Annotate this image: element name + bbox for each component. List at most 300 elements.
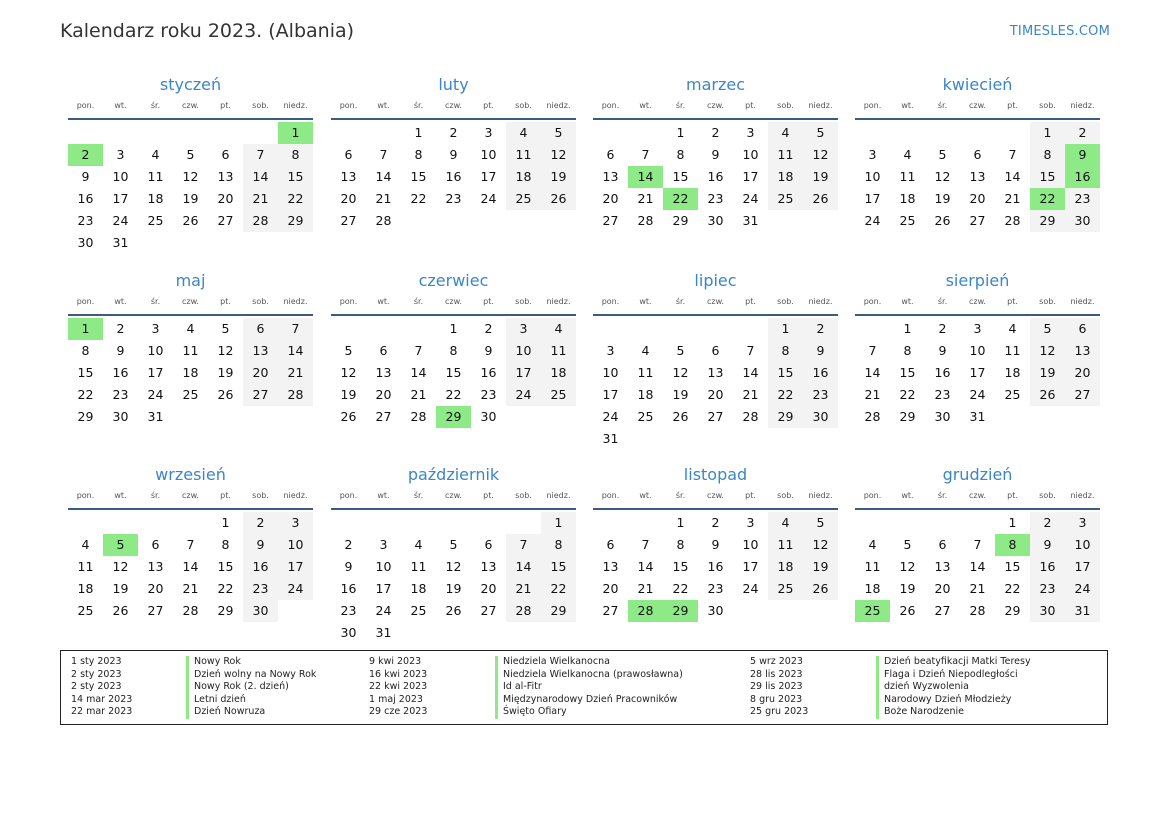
day-cell: 1 — [1008, 515, 1017, 530]
weekday-header — [855, 98, 1100, 120]
legend-date: 2 sty 2023 — [71, 681, 122, 693]
day-cell: 24 — [742, 581, 759, 596]
page-title: Kalendarz roku 2023. (Albania) — [60, 20, 355, 42]
day-cell: 6 — [938, 537, 947, 552]
day-cell: 30 — [803, 406, 838, 428]
day-cell: 26 — [803, 578, 838, 600]
day-cell: 31 — [112, 235, 129, 250]
legend-date: 1 sty 2023 — [71, 656, 122, 667]
weekday-label: czw. — [969, 297, 986, 306]
day-cell: 17 — [375, 581, 392, 596]
day-cell: 18 — [1004, 365, 1021, 380]
day-cell: 8 — [1030, 144, 1065, 166]
day-cell: 13 — [602, 559, 619, 574]
weekday-header — [68, 488, 313, 510]
day-cell: 6 — [151, 537, 160, 552]
weekday-label: niedz. — [546, 491, 571, 500]
empty-cell — [960, 122, 995, 144]
day-cell: 10 — [969, 343, 986, 358]
weekday-label: czw. — [182, 297, 199, 306]
empty-cell — [471, 512, 506, 534]
day-cell: 1 — [676, 515, 685, 530]
day-cell: 7 — [278, 318, 313, 340]
empty-cell — [173, 122, 208, 144]
day-cell: 28 — [864, 409, 881, 424]
weekday-label: pon. — [863, 101, 882, 110]
weekday-label: śr. — [675, 101, 686, 110]
day-cell: 2 — [344, 537, 353, 552]
weekday-label: czw. — [969, 101, 986, 110]
day-cell: 30 — [1065, 210, 1100, 232]
day-cell: 12 — [672, 365, 689, 380]
day-cell: 21 — [243, 188, 278, 210]
day-cell: 5 — [221, 321, 230, 336]
day-cell: 4 — [81, 537, 90, 552]
day-grid — [331, 318, 576, 428]
empty-cell — [628, 318, 663, 340]
holiday-day: 28 — [628, 600, 663, 622]
day-cell: 7 — [186, 537, 195, 552]
weekday-label: pon. — [339, 491, 358, 500]
weekday-label: niedz. — [546, 101, 571, 110]
day-cell: 16 — [934, 365, 951, 380]
month-8 — [855, 270, 1100, 428]
day-cell: 25 — [147, 213, 164, 228]
day-cell: 5 — [541, 122, 576, 144]
day-cell: 22 — [217, 581, 234, 596]
empty-cell — [960, 512, 995, 534]
day-cell: 5 — [938, 147, 947, 162]
day-cell: 16 — [1030, 556, 1065, 578]
day-cell: 11 — [899, 169, 916, 184]
day-cell: 10 — [864, 169, 881, 184]
legend-holiday-name: Nowy Rok — [194, 656, 241, 667]
day-cell: 24 — [278, 578, 313, 600]
day-cell: 23 — [112, 387, 129, 402]
day-cell: 1 — [676, 125, 685, 140]
day-cell: 7 — [506, 534, 541, 556]
legend-date: 2 sty 2023 — [71, 668, 122, 680]
day-cell: 2 — [711, 125, 720, 140]
day-cell: 11 — [410, 559, 427, 574]
day-cell: 5 — [803, 122, 838, 144]
day-cell: 17 — [864, 191, 881, 206]
day-cell: 15 — [672, 559, 689, 574]
empty-cell — [103, 122, 138, 144]
day-cell: 1 — [903, 321, 912, 336]
day-cell: 12 — [899, 559, 916, 574]
weekday-header — [68, 98, 313, 120]
day-cell: 11 — [182, 343, 199, 358]
empty-cell — [331, 512, 366, 534]
empty-cell — [628, 122, 663, 144]
day-cell: 23 — [445, 191, 462, 206]
day-cell: 29 — [1004, 603, 1021, 618]
day-cell: 18 — [147, 191, 164, 206]
weekday-label: pt. — [483, 491, 494, 500]
day-cell: 31 — [742, 213, 759, 228]
month-11 — [593, 464, 838, 622]
day-cell: 11 — [541, 340, 576, 362]
day-cell: 3 — [746, 125, 755, 140]
day-cell: 22 — [541, 578, 576, 600]
day-cell: 4 — [641, 343, 650, 358]
day-cell: 3 — [116, 147, 125, 162]
day-cell: 15 — [410, 169, 427, 184]
day-cell: 7 — [1008, 147, 1017, 162]
holiday-day: 9 — [1065, 144, 1100, 166]
weekday-label: niedz. — [283, 297, 308, 306]
empty-cell — [698, 318, 733, 340]
weekday-header — [593, 488, 838, 510]
day-cell: 15 — [672, 169, 689, 184]
day-cell: 12 — [182, 169, 199, 184]
day-cell: 27 — [1065, 384, 1100, 406]
day-cell: 4 — [768, 122, 803, 144]
weekday-label: niedz. — [808, 101, 833, 110]
day-cell: 22 — [672, 581, 689, 596]
empty-cell — [401, 318, 436, 340]
day-cell: 8 — [903, 343, 912, 358]
day-cell: 4 — [414, 537, 423, 552]
day-cell: 8 — [221, 537, 230, 552]
weekday-label: wt. — [114, 101, 127, 110]
day-cell: 8 — [414, 147, 423, 162]
day-cell: 10 — [506, 340, 541, 362]
day-cell: 16 — [340, 581, 357, 596]
day-cell: 3 — [868, 147, 877, 162]
day-cell: 14 — [969, 559, 986, 574]
legend-holiday-name: Niedziela Wielkanocna (prawosławna) — [503, 668, 683, 680]
day-cell: 23 — [1030, 578, 1065, 600]
day-cell: 18 — [506, 166, 541, 188]
day-cell: 21 — [742, 387, 759, 402]
weekday-header — [855, 488, 1100, 510]
day-cell: 15 — [768, 362, 803, 384]
empty-cell — [331, 318, 366, 340]
day-cell: 22 — [768, 384, 803, 406]
day-cell: 17 — [147, 365, 164, 380]
empty-cell — [593, 512, 628, 534]
weekday-label: czw. — [182, 491, 199, 500]
day-cell: 24 — [480, 191, 497, 206]
day-cell: 24 — [506, 384, 541, 406]
day-cell: 11 — [768, 534, 803, 556]
day-cell: 29 — [672, 213, 689, 228]
day-cell: 18 — [768, 556, 803, 578]
day-cell: 4 — [1008, 321, 1017, 336]
day-cell: 1 — [768, 318, 803, 340]
weekday-label: pt. — [745, 297, 756, 306]
day-cell: 23 — [934, 387, 951, 402]
day-cell: 14 — [864, 365, 881, 380]
day-cell: 25 — [506, 188, 541, 210]
day-cell: 24 — [112, 213, 129, 228]
legend-dates-col-2 — [369, 656, 427, 719]
day-cell: 11 — [77, 559, 94, 574]
day-cell: 22 — [899, 387, 916, 402]
day-cell: 18 — [768, 166, 803, 188]
day-cell: 13 — [480, 559, 497, 574]
day-cell: 26 — [182, 213, 199, 228]
day-cell: 2 — [449, 125, 458, 140]
weekday-header — [331, 488, 576, 510]
day-cell: 27 — [480, 603, 497, 618]
day-cell: 14 — [278, 340, 313, 362]
day-cell: 13 — [243, 340, 278, 362]
day-cell: 28 — [637, 213, 654, 228]
weekday-label: niedz. — [283, 101, 308, 110]
day-cell: 30 — [707, 213, 724, 228]
holiday-day: 14 — [628, 166, 663, 188]
weekday-label: pon. — [339, 101, 358, 110]
weekday-label: pon. — [601, 491, 620, 500]
month-name: październik — [407, 465, 500, 484]
day-cell: 20 — [969, 191, 986, 206]
weekday-label: śr. — [413, 491, 424, 500]
empty-cell — [855, 318, 890, 340]
day-cell: 30 — [934, 409, 951, 424]
day-cell: 18 — [410, 581, 427, 596]
day-grid — [593, 512, 838, 622]
day-cell: 10 — [480, 147, 497, 162]
empty-cell — [401, 512, 436, 534]
day-cell: 8 — [676, 537, 685, 552]
weekday-label: wt. — [377, 491, 390, 500]
day-cell: 9 — [803, 340, 838, 362]
day-cell: 13 — [340, 169, 357, 184]
month-5 — [68, 270, 313, 428]
legend-date: 28 lis 2023 — [750, 668, 803, 680]
day-cell: 20 — [1065, 362, 1100, 384]
day-cell: 30 — [77, 235, 94, 250]
day-cell: 31 — [969, 409, 986, 424]
day-cell: 3 — [278, 512, 313, 534]
month-name: czerwiec — [418, 271, 489, 290]
day-cell: 27 — [602, 213, 619, 228]
day-cell: 25 — [77, 603, 94, 618]
legend-date: 29 cze 2023 — [369, 706, 428, 718]
day-grid — [593, 318, 838, 450]
legend-dates-col-3 — [750, 656, 808, 719]
day-cell: 25 — [182, 387, 199, 402]
day-cell: 29 — [899, 409, 916, 424]
day-cell: 6 — [606, 537, 615, 552]
empty-cell — [593, 318, 628, 340]
day-cell: 28 — [278, 384, 313, 406]
day-cell: 19 — [112, 581, 129, 596]
weekday-label: wt. — [114, 491, 127, 500]
weekday-label: śr. — [937, 491, 948, 500]
day-cell: 19 — [672, 387, 689, 402]
day-cell: 14 — [182, 559, 199, 574]
month-name: marzec — [685, 75, 745, 94]
day-cell: 23 — [707, 191, 724, 206]
empty-cell — [628, 512, 663, 534]
weekday-label: niedz. — [1070, 491, 1095, 500]
day-cell: 10 — [742, 147, 759, 162]
legend-date: 5 wrz 2023 — [750, 656, 803, 667]
day-cell: 9 — [711, 147, 720, 162]
empty-cell — [138, 512, 173, 534]
day-cell: 28 — [969, 603, 986, 618]
month-6 — [331, 270, 576, 428]
day-cell: 17 — [112, 191, 129, 206]
weekday-label: śr. — [937, 297, 948, 306]
weekday-header — [331, 294, 576, 316]
day-cell: 27 — [969, 213, 986, 228]
day-cell: 7 — [746, 343, 755, 358]
day-cell: 26 — [934, 213, 951, 228]
day-cell: 25 — [899, 213, 916, 228]
empty-cell — [855, 512, 890, 534]
day-cell: 21 — [182, 581, 199, 596]
day-cell: 2 — [243, 512, 278, 534]
day-cell: 7 — [414, 343, 423, 358]
day-cell: 12 — [934, 169, 951, 184]
holiday-day: 1 — [278, 122, 313, 144]
legend-names-col-3 — [876, 656, 1031, 719]
day-cell: 25 — [541, 384, 576, 406]
weekday-label: niedz. — [808, 297, 833, 306]
day-cell: 8 — [768, 340, 803, 362]
day-cell: 1 — [414, 125, 423, 140]
day-cell: 29 — [217, 603, 234, 618]
day-cell: 6 — [1065, 318, 1100, 340]
holiday-day: 29 — [436, 406, 471, 428]
brand-link[interactable]: TIMESLES.COM — [1009, 24, 1110, 39]
weekday-label: pt. — [745, 491, 756, 500]
day-cell: 5 — [1030, 318, 1065, 340]
day-cell: 12 — [803, 144, 838, 166]
day-cell: 14 — [375, 169, 392, 184]
day-cell: 19 — [445, 581, 462, 596]
empty-cell — [925, 512, 960, 534]
weekday-label: pt. — [220, 491, 231, 500]
day-cell: 12 — [1030, 340, 1065, 362]
weekday-label: pon. — [339, 297, 358, 306]
day-cell: 7 — [379, 147, 388, 162]
weekday-label: niedz. — [283, 491, 308, 500]
day-cell: 21 — [278, 362, 313, 384]
empty-cell — [366, 318, 401, 340]
weekday-label: sob. — [252, 101, 269, 110]
legend-holiday-name: Dzień beatyfikacji Matki Teresy — [884, 656, 1031, 667]
day-cell: 9 — [1030, 534, 1065, 556]
day-cell: 2 — [938, 321, 947, 336]
empty-cell — [366, 512, 401, 534]
weekday-label: sob. — [515, 101, 532, 110]
month-name: luty — [438, 75, 469, 94]
legend-dates-col-1 — [71, 656, 132, 719]
weekday-label: sob. — [777, 491, 794, 500]
day-cell: 24 — [864, 213, 881, 228]
weekday-label: czw. — [707, 101, 724, 110]
day-cell: 25 — [768, 188, 803, 210]
weekday-label: pon. — [601, 297, 620, 306]
weekday-label: niedz. — [1070, 297, 1095, 306]
day-cell: 20 — [707, 387, 724, 402]
day-cell: 18 — [864, 581, 881, 596]
day-cell: 20 — [243, 362, 278, 384]
weekday-label: śr. — [150, 101, 161, 110]
day-cell: 17 — [602, 387, 619, 402]
day-cell: 16 — [707, 559, 724, 574]
day-cell: 9 — [243, 534, 278, 556]
holiday-legend — [60, 650, 1108, 725]
weekday-label: wt. — [639, 297, 652, 306]
day-cell: 16 — [77, 191, 94, 206]
day-grid — [855, 122, 1100, 232]
empty-cell — [890, 512, 925, 534]
legend-holiday-name: Nowy Rok (2. dzień) — [194, 681, 289, 693]
day-cell: 28 — [410, 409, 427, 424]
day-cell: 31 — [1065, 600, 1100, 622]
day-cell: 9 — [81, 169, 90, 184]
empty-cell — [68, 512, 103, 534]
day-cell: 30 — [1030, 600, 1065, 622]
day-cell: 4 — [186, 321, 195, 336]
day-grid — [68, 122, 313, 254]
day-cell: 12 — [217, 343, 234, 358]
weekday-label: sob. — [777, 101, 794, 110]
day-cell: 10 — [742, 537, 759, 552]
day-cell: 12 — [541, 144, 576, 166]
weekday-label: sob. — [777, 297, 794, 306]
weekday-label: pt. — [1007, 491, 1018, 500]
day-cell: 5 — [344, 343, 353, 358]
day-cell: 25 — [768, 578, 803, 600]
weekday-label: wt. — [377, 297, 390, 306]
day-cell: 15 — [1030, 166, 1065, 188]
day-cell: 27 — [243, 384, 278, 406]
day-cell: 13 — [217, 169, 234, 184]
day-cell: 12 — [445, 559, 462, 574]
day-cell: 19 — [340, 387, 357, 402]
weekday-header — [855, 294, 1100, 316]
legend-date: 9 kwi 2023 — [369, 656, 422, 667]
weekday-label: pon. — [863, 297, 882, 306]
day-grid — [331, 122, 576, 232]
weekday-label: niedz. — [546, 297, 571, 306]
day-cell: 17 — [506, 362, 541, 384]
day-cell: 8 — [449, 343, 458, 358]
legend-date: 22 kwi 2023 — [369, 681, 428, 693]
day-cell: 13 — [969, 169, 986, 184]
empty-cell — [890, 122, 925, 144]
day-cell: 15 — [445, 365, 462, 380]
day-cell: 16 — [803, 362, 838, 384]
day-cell: 21 — [410, 387, 427, 402]
month-9 — [68, 464, 313, 622]
day-cell: 22 — [1004, 581, 1021, 596]
holiday-day: 5 — [103, 534, 138, 556]
weekday-label: wt. — [901, 101, 914, 110]
month-name: sierpień — [945, 271, 1010, 290]
day-cell: 26 — [445, 603, 462, 618]
weekday-label: śr. — [413, 101, 424, 110]
day-cell: 11 — [768, 144, 803, 166]
empty-cell — [366, 122, 401, 144]
day-cell: 14 — [410, 365, 427, 380]
day-cell: 24 — [1065, 578, 1100, 600]
day-cell: 28 — [182, 603, 199, 618]
day-cell: 16 — [480, 365, 497, 380]
month-name: listopad — [683, 465, 748, 484]
weekday-label: wt. — [901, 491, 914, 500]
day-cell: 20 — [602, 581, 619, 596]
day-grid — [855, 512, 1100, 622]
